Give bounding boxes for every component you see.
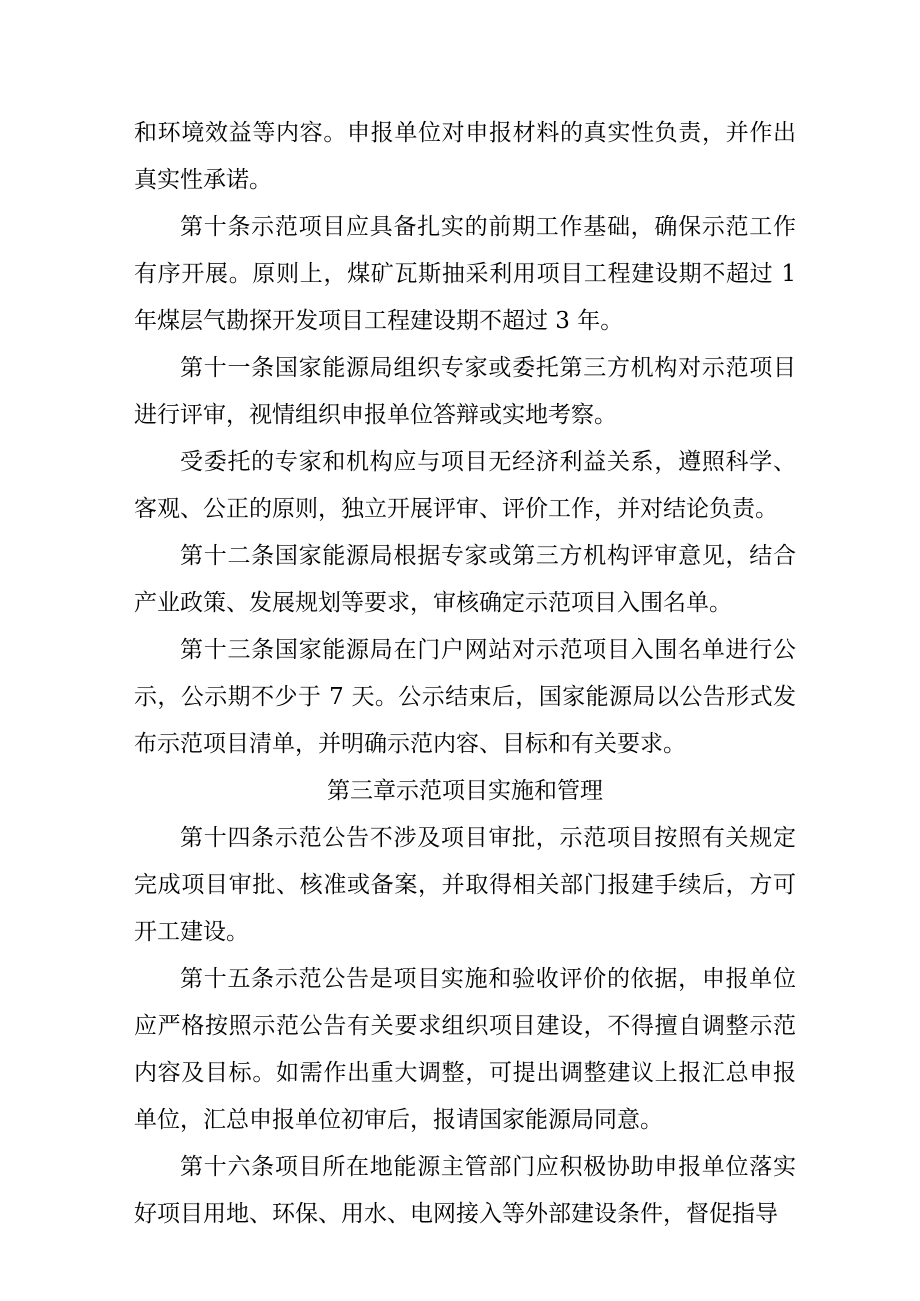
article-11-clause: 受委托的专家和机构应与项目无经济利益关系，遵照科学、客观、公正的原则，独立开展评审、评价工作，并对结论负责。 bbox=[134, 449, 796, 522]
article-10: 第十条示范项目应具备扎实的前期工作基础，确保示范工作有序开展。原则上，煤矿瓦斯抽采利用项目工程建设期不超过 1 年煤层气勘探开发项目工程建设期不超过 3 年。 bbox=[134, 214, 796, 334]
chapter-heading: 第三章示范项目实施和管理 bbox=[327, 778, 603, 804]
article-11: 第十一条国家能源局组织专家或委托第三方机构对示范项目进行评审，视情组织申报单位答辩或实地考察。 bbox=[134, 355, 796, 428]
article-14: 第十四条示范公告不涉及项目审批，示范项目按照有关规定完成项目审批、核准或备案，并取得相关部门报建手续后，方可开工建设。 bbox=[134, 825, 796, 945]
article-13: 第十三条国家能源局在门户网站对示范项目入围名单进行公示，公示期不少于 7 天。公示结束后，国家能源局以公告形式发布示范项目清单，并明确示范内容、目标和有关要求。 bbox=[134, 637, 796, 757]
document-body bbox=[134, 110, 796, 1238]
paragraph-continuation: 和环境效益等内容。申报单位对申报材料的真实性负责，并作出真实性承诺。 bbox=[134, 120, 796, 193]
article-16: 第十六条项目所在地能源主管部门应积极协助申报单位落实好项目用地、环保、用水、电网接入等外部建设条件，督促指导 bbox=[134, 1154, 796, 1227]
article-15: 第十五条示范公告是项目实施和验收评价的依据，申报单位应严格按照示范公告有关要求组织项目建设，不得擅自调整示范内容及目标。如需作出重大调整，可提出调整建议上报汇总申报单位，汇总申报单位初审后，报请国家能源局同意。 bbox=[134, 966, 796, 1133]
article-12: 第十二条国家能源局根据专家或第三方机构评审意见，结合产业政策、发展规划等要求，审核确定示范项目入围名单。 bbox=[134, 543, 796, 616]
